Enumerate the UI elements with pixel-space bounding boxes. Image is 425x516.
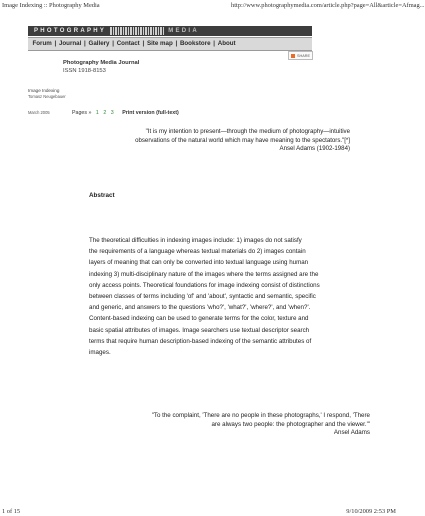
page-link-3[interactable]: 3 [110, 110, 114, 116]
barcode-logo-icon [110, 27, 164, 35]
print-timestamp: 9/10/2009 2:53 PM [346, 508, 396, 515]
brand-logo-right: MEDIA [168, 28, 200, 34]
nav-item-journal[interactable]: Journal [58, 40, 82, 47]
pagination-label: Pages » [72, 110, 92, 116]
nav-separator: | [175, 40, 178, 47]
share-label: SHARE [297, 53, 311, 58]
site-banner[interactable] [28, 26, 312, 36]
epigraph-line: "It is my intention to present—through the medium of photography—intuitive [145, 128, 350, 135]
print-page-count: 1 of 15 [2, 508, 21, 515]
closing-quote-attribution: Ansel Adams [333, 429, 370, 437]
page-link-2[interactable]: 2 [103, 110, 107, 116]
share-button[interactable] [288, 51, 313, 60]
abstract-line: basic spatial attributes of images. Image searchers use textual descriptor search [89, 326, 310, 334]
nav-item-site-map[interactable]: Site map [146, 40, 173, 47]
abstract-body [89, 235, 352, 358]
print-header [0, 0, 425, 12]
print-page-title: Image Indexing :: Photography Media [2, 2, 100, 9]
closing-quote [80, 412, 370, 438]
nav-item-forum[interactable]: Forum [32, 40, 52, 47]
pagination [72, 110, 179, 116]
nav-separator: | [112, 40, 114, 47]
journal-issn: ISSN 1918-8153 [63, 67, 106, 74]
article-author[interactable]: Tomasz Neugebauer [28, 94, 66, 99]
abstract-line: and generic, and answers to the questions 'who?', 'what?', 'where?', and 'when?'. [89, 304, 311, 312]
article-date: March 2005 [28, 110, 50, 115]
nav-separator: | [84, 40, 86, 47]
nav-separator: | [213, 40, 216, 47]
nav-item-gallery[interactable]: Gallery [88, 40, 110, 47]
abstract-line: indexing 3) multi-disciplinary nature of the images where the terms assigned are the [89, 270, 319, 278]
article-meta [28, 88, 66, 116]
article-section: Image Indexing [28, 88, 60, 93]
closing-quote-line: are always two people: the photographer and the viewer.'" [211, 420, 370, 428]
abstract-line: The theoretical difficulties in indexing images include: 1) images do not satisfy [89, 237, 302, 244]
epigraph-quote [90, 128, 350, 154]
main-nav [28, 37, 312, 51]
abstract-line: only access points. Theoretical foundations for image indexing consist of distinctions [89, 281, 320, 289]
epigraph-attribution: Ansel Adams (1902-1984) [279, 145, 350, 153]
journal-info [63, 60, 139, 75]
nav-item-contact[interactable]: Contact [116, 40, 140, 47]
abstract-line: between classes of terms including 'of' and 'about', syntactic and semantic, specific [89, 293, 316, 301]
nav-separator: | [54, 40, 57, 47]
abstract-line: terms that require human description-based indexing of the semantic attributes of [89, 337, 312, 345]
page-link-1[interactable]: 1 [95, 110, 99, 116]
share-icon [291, 54, 295, 58]
abstract-heading: Abstract [89, 192, 115, 199]
abstract-line: images. [89, 349, 111, 357]
print-version-link[interactable]: Print version (full-text) [122, 110, 179, 116]
nav-item-bookstore[interactable]: Bookstore [179, 40, 211, 47]
journal-title: Photography Media Journal [63, 60, 140, 66]
nav-separator: | [142, 40, 145, 47]
closing-quote-line: "To the complaint, 'There are no people in these photographs,' I respond, 'There [151, 412, 370, 419]
abstract-line: layers of meaning that can only be converted into textual language using human [89, 259, 309, 267]
abstract-line: the requirements of a language whereas textual materials do 2) images contain [89, 248, 306, 256]
brand-logo-left: PHOTOGRAPHY [34, 28, 107, 34]
nav-item-about[interactable]: About [217, 40, 236, 47]
epigraph-line: observations of the natural world which may have meaning to the spectators."[*] [135, 136, 350, 144]
abstract-line: Content-based indexing can be used to generate terms for the color, texture and [89, 315, 309, 323]
print-page-url[interactable]: http://www.photographymedia.com/article.php?page=All&article=Afmag... [231, 2, 425, 9]
